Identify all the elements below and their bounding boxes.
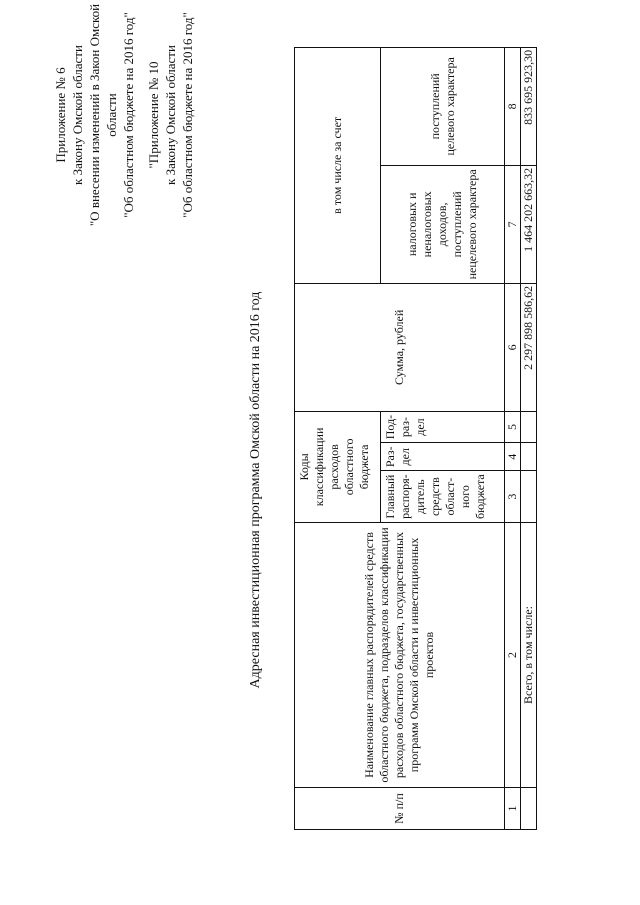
- header-tax-revenue: налоговых и неналоговых доходов, поступлений нецелевого характера: [381, 165, 505, 283]
- header-main-manager: Главный распоря-дитель средств област-ного бюджета: [381, 471, 505, 523]
- header-section: Раз-дел: [381, 443, 505, 471]
- appendix-6-block: [52, 0, 137, 230]
- appendix-10-line3: "Об областном бюджете на 2016 год": [180, 12, 195, 218]
- document-title: Адресная инвестиционная программа Омской области на 2016 год: [248, 291, 263, 689]
- total-target: 833 695 923,30: [521, 47, 537, 165]
- header-incl: в том числе за счет: [295, 47, 381, 283]
- appendix-6-line4: "Об областном бюджете на 2016 год": [121, 12, 136, 218]
- colnum-2: 2: [505, 523, 521, 788]
- total-num: [521, 788, 537, 830]
- appendix-10-line1: "Приложение № 10: [146, 61, 161, 169]
- header-num: № п/п: [295, 788, 505, 830]
- total-main-manager: [521, 471, 537, 523]
- colnum-8: 8: [505, 47, 521, 165]
- appendix-6-line2: к Закону Омской области: [70, 45, 85, 185]
- appendix-10-block: [145, 0, 196, 230]
- header-target-revenue: поступлений целевого характера: [381, 47, 505, 165]
- header-sum: Сумма, рублей: [295, 283, 505, 411]
- appendix-6-line3: "О внесении изменений в Закон Омской области: [87, 3, 119, 227]
- colnum-4: 4: [505, 443, 521, 471]
- investment-program-table: [294, 47, 537, 830]
- total-label: Всего, в том числе:: [521, 523, 537, 788]
- total-subsection: [521, 411, 537, 442]
- total-sum: 2 297 898 586,62: [521, 283, 537, 411]
- colnum-5: 5: [505, 411, 521, 442]
- colnum-1: 1: [505, 788, 521, 830]
- appendix-6-line1: Приложение № 6: [53, 67, 68, 163]
- column-number-row: [505, 47, 521, 829]
- colnum-7: 7: [505, 165, 521, 283]
- header-subsection: Под-раз-дел: [381, 411, 505, 442]
- total-row: [521, 47, 537, 829]
- colnum-6: 6: [505, 283, 521, 411]
- total-section: [521, 443, 537, 471]
- colnum-3: 3: [505, 471, 521, 523]
- total-tax: 1 464 202 663,32: [521, 165, 537, 283]
- appendix-10-line2: к Закону Омской области: [163, 45, 178, 185]
- header-codes: Коды классификации расходов областного бюджета: [295, 411, 381, 522]
- header-name: Наименование главных распорядителей средств областного бюджета, подразделов классификации расходов областного бюджета, государственных программ Омской области и инвестиционных проектов: [295, 523, 505, 788]
